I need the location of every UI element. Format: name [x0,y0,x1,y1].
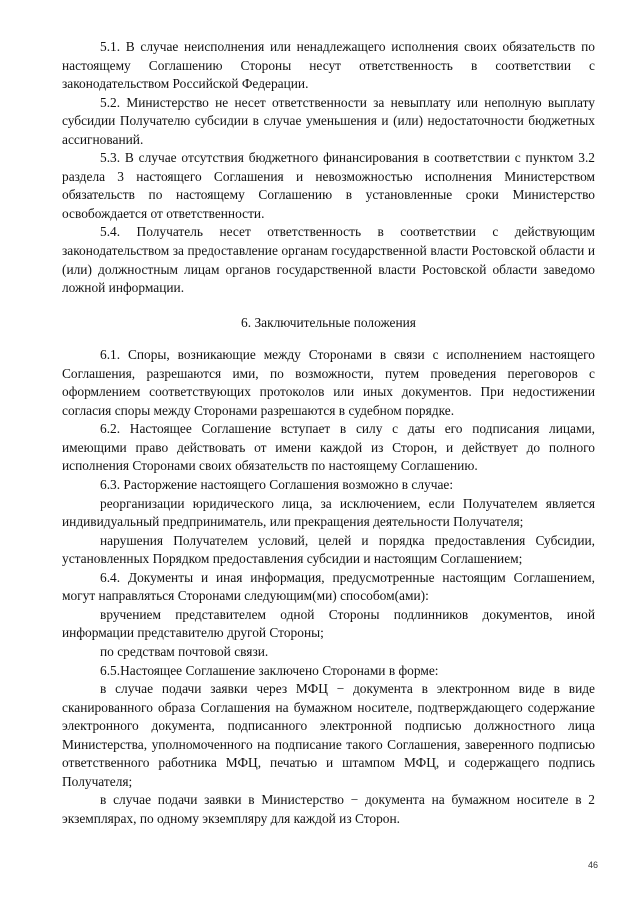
paragraph-6-4: 6.4. Документы и иная информация, предусмотренные настоящим Соглашением, могут направляться Сторонами следующим(ми) способом(ами): [62,569,595,604]
paragraph-6-3: 6.3. Расторжение настоящего Соглашения возможно в случае: [100,477,454,493]
paragraph-6-1: 6.1. Споры, возникающие между Сторонами в связи с исполнением настоящего Соглашения, разрешаются ими, по возможности, путем проведения переговоров с оформлением соответствующих протоколов или иных документов. При недостижении согласия споры между Сторонами разрешаются в судебном порядке. [62,347,595,418]
section-heading: 6. Заключительные положения [241,314,416,330]
page-number: 46 [587,860,598,870]
paragraph-5-3: 5.3. В случае отсутствия бюджетного финансирования в соответствии с пунктом 3.2 раздела 3 настоящего Соглашения и невозможностью исполнения Министерством обязательств по настоящему Соглашению в установленные сроки Министерство освобождается от ответственности. [62,150,595,221]
termination-case-reorganization: реорганизации юридического лица, за исключением, если Получателем является индивидуальный предприниматель, или прекращения деятельности Получателя; [62,495,595,530]
paragraph-5-1: 5.1. В случае неисполнения или ненадлежащего исполнения своих обязательств по настоящему Соглашению Стороны несут ответственность в соответствии с законодательством Российской Федерации. [62,39,595,92]
paragraph-6-5: 6.5.Настоящее Соглашение заключено Сторонами в форме: [100,662,439,678]
delivery-method-post: по средствам почтовой связи. [100,643,269,659]
termination-case-violation: нарушения Получателем условий, целей и порядка предоставления Субсидии, установленных Порядком предоставления субсидии и настоящим Соглашением; [62,532,595,567]
paragraph-5-4: 5.4. Получатель несет ответственность в соответствии с действующим законодательством за предоставление органам государственной власти Ростовской области и (или) должностным лицам органов государственной власти Ростовской области заведомо ложной информации. [62,224,595,296]
paragraph-5-2: 5.2. Министерство не несет ответственности за невыплату или неполную выплату субсидии Получателю субсидии в случае уменьшения и (или) недостаточности бюджетных ассигнований. [62,94,595,147]
form-case-mfc: в случае подачи заявки через МФЦ − документа в электронном виде в виде сканированного образа Соглашения на бумажном носителе, подтверждающего содержание электронного документа, подписанного электронной подписью должностного лица Министерства, уполномоченного на подписание такого Соглашения, заверенного подписью ответственного работника МФЦ, печатью и штампом МФЦ, и содержащего подпись Получателя; [62,681,595,789]
document-body [62,38,595,828]
paragraph-6-2: 6.2. Настоящее Соглашение вступает в силу с даты его подписания лицами, имеющими право действовать от имени каждой из Сторон, и действует до полного исполнения Сторонами своих обязательств по настоящему Соглашению. [62,421,595,474]
delivery-method-in-person: вручением представителем одной Стороны подлинников документов, иной информации представителю другой Стороны; [62,606,595,641]
form-case-ministry: в случае подачи заявки в Министерство − документа на бумажном носителе в 2 экземплярах, по одному экземпляру для каждой из Сторон. [62,792,595,826]
